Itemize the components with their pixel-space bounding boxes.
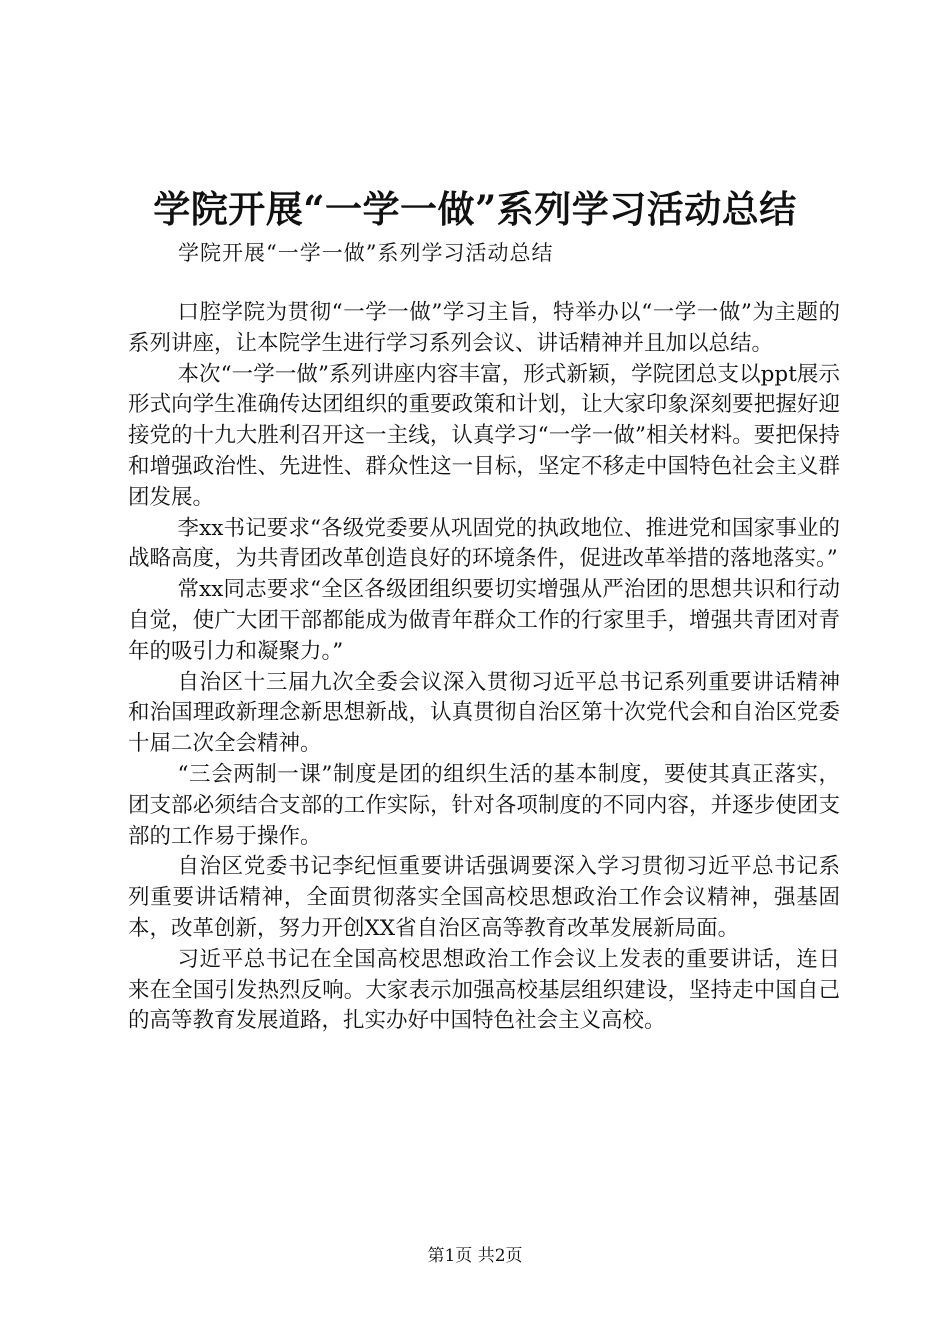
body-paragraph: 常xx同志要求“全区各级团组织要切实增强从严治团的思想共识和行动自觉，使广大团干部都能成为做青年群众工作的行家里手，增强共青团对青年的吸引力和凝聚力。”	[128, 577, 840, 664]
body-paragraph: “三会两制一课”制度是团的组织生活的基本制度，要使其真正落实，团支部必须结合支部的工作实际，针对各项制度的不同内容，并逐步使团支部的工作易于操作。	[128, 761, 840, 849]
document-body	[128, 298, 840, 1037]
body-paragraph: 李xx书记要求“各级党委要从巩固党的执政地位、推进党和国家事业的战略高度，为共青团改革创造良好的环境条件，促进改革举措的落地落实。”	[128, 515, 840, 572]
document-subtitle: 学院开展“一学一做”系列学习活动总结	[178, 241, 554, 265]
body-paragraph: 习近平总书记在全国高校思想政治工作会议上发表的重要讲话，连日来在全国引发热烈反响。大家表示加强高校基层组织建设，坚持走中国自己的高等教育发展道路，扎实办好中国特色社会主义高校。	[128, 946, 840, 1034]
body-paragraph: 口腔学院为贯彻“一学一做”学习主旨，特举办以“一学一做”为主题的系列讲座，让本院学生进行学习系列会议、讲话精神并且加以总结。	[128, 300, 840, 356]
document-title: 学院开展“一学一做”系列学习活动总结	[153, 187, 797, 231]
body-paragraph: 自治区党委书记李纪恒重要讲话强调要深入学习贯彻习近平总书记系列重要讲话精神，全面贯彻落实全国高校思想政治工作会议精神，强基固本，改革创新，努力开创XX省自治区高等教育改革发展新局面。	[128, 854, 840, 941]
body-paragraph: 本次“一学一做”系列讲座内容丰富，形式新颖，学院团总支以ppt展示形式向学生准确传达团组织的重要政策和计划，让大家印象深刻要把握好迎接党的十九大胜利召开这一主线，认真学习“一学一做”相关材料。要把保持和增强政治性、先进性、群众性这一目标，坚定不移走中国特色社会主义群团发展。	[128, 361, 840, 510]
page-number: 第1页 共2页	[427, 1246, 523, 1266]
body-paragraph: 自治区十三届九次全委会议深入贯彻习近平总书记系列重要讲话精神和治国理政新理念新思想新战，认真贯彻自治区第十次党代会和自治区党委十届二次全会精神。	[128, 669, 840, 757]
